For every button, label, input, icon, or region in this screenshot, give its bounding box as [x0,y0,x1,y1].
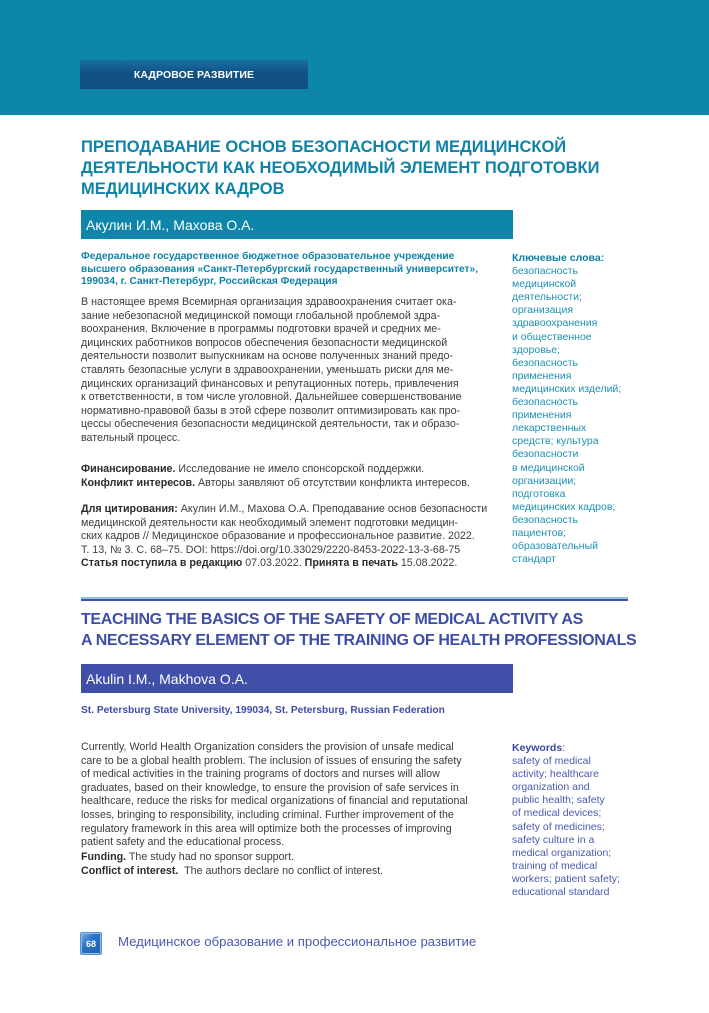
ru-keyword-line: безопасность [512,356,578,369]
ru-abstract-line: дицинских организаций финансовых и репутационных потерь, привлечения [81,377,459,390]
section-label: КАДРОВОЕ РАЗВИТИЕ [80,60,308,89]
en-abstract-line: Currently, World Health Organization considers the provision of unsafe medical [81,741,454,753]
en-keyword-line: medical organization; [512,846,612,859]
ru-keyword-line: здравоохранения [512,317,598,330]
ru-abstract-line: деятельности позволит выпускникам на основе полученных знаний предо- [81,350,453,363]
ru-conflict-text: Авторы заявляют об отсутствии конфликта интересов. [195,476,470,489]
ru-keyword-line: медицинских кадров; [512,500,616,513]
en-abstract-line: graduates, based on their knowledge, to ensure the provision of safe services in [81,781,459,794]
ru-citation-line [81,503,492,517]
ru-abstract-line: зание небезопасной медицинской помощи глобальной проблемой здра- [81,309,441,322]
ru-dates [81,557,492,571]
ru-abstract-line: цессы обеспечения безопасности медицинской деятельности, так и образо- [81,418,460,431]
en-title-line: TEACHING THE BASICS OF THE SAFETY OF MEDICAL ACTIVITY AS [81,611,583,628]
en-keywords-colon: : [562,742,566,754]
ru-keyword-line: и общественное [512,330,592,343]
ru-article-title [81,137,601,200]
en-abstract-line: healthcare, reduce the risks for medical organizations of financial and reputational [81,795,468,808]
ru-received-date: 07.03.2022. [242,557,305,570]
en-keywords-title: Keywords [512,742,563,754]
ru-keyword-line: пациентов; [512,526,567,539]
ru-keywords-list [512,265,632,566]
en-keyword-line: educational standard [512,886,610,899]
en-keyword-line: organization and [512,781,590,794]
ru-authors: Акулин И.М., Махова О.А. [81,210,513,239]
ru-affiliation-line: 199034, г. Санкт-Петербург, Российская Федерация [81,276,338,287]
en-funding-label: Funding. [81,851,127,863]
ru-keyword-line: применения [512,369,572,382]
ru-title-line: ПРЕПОДАВАНИЕ ОСНОВ БЕЗОПАСНОСТИ МЕДИЦИНСКОЙ [81,138,567,156]
en-keyword-line: of medical devices; [512,807,602,820]
en-abstract [81,741,492,850]
ru-abstract [81,296,492,446]
header-band [0,0,709,115]
en-keyword-line: public health; safety [512,794,605,807]
ru-abstract-line: нормативно-правовой базы в этой сфере позволит оптимизировать как про- [81,404,461,417]
en-abstract-line: of medical activities in the training programs of doctors and nurses will allow [81,768,440,781]
ru-funding-block [81,463,492,490]
ru-keyword-line: подготовка [512,487,566,500]
ru-keyword-line: лекарственных [512,422,587,435]
en-abstract-line: losses, bringing to responsibility, including criminal. Further improvement of the [81,808,454,821]
ru-keywords [512,252,632,566]
section-divider [81,597,628,601]
ru-keyword-line: применения [512,409,572,422]
en-abstract-line: care to be a global health problem. The inclusion of issues of ensuring the safety [81,754,462,767]
ru-citation-label: Для цитирования: [81,503,178,515]
ru-keyword-line: организации; [512,474,577,487]
ru-title-line: МЕДИЦИНСКИХ КАДРОВ [81,180,285,198]
ru-citation-doi[interactable]: Т. 13, № 3. С. 68–75. DOI: https://doi.org/10.33029/2220-8453-2022-13-3-68-75 [81,543,461,556]
en-abstract-line: regulatory framework in this area will optimize both the processes of improving [81,822,452,835]
en-conflict [81,865,492,879]
ru-funding-text: Исследование не имело спонсорской поддержки. [175,463,425,475]
ru-keyword-line: здоровье; [512,343,561,356]
en-keyword-line: activity; healthcare [512,768,599,781]
ru-title-line: ДЕЯТЕЛЬНОСТИ КАК НЕОБХОДИМЫЙ ЭЛЕМЕНТ ПОДГОТОВКИ [81,159,600,177]
ru-keyword-line: стандарт [512,553,556,566]
ru-abstract-line: В настоящее время Всемирная организация здравоохранения считает ока- [81,296,457,308]
ru-funding [81,463,492,477]
ru-keyword-line: безопасность [512,396,578,409]
ru-keywords-title: Ключевые слова: [512,252,605,264]
ru-keyword-line: медицинской [512,278,577,291]
en-keyword-line: workers; patient safety; [512,872,620,885]
ru-received-label: Статья поступила в редакцию [81,557,243,570]
en-funding-block [81,851,492,878]
ru-keyword-line: медицинских изделий; [512,382,622,395]
ru-keyword-line: организация [512,304,574,317]
ru-citation-text: Акулин И.М., Махова О.А. Преподавание основ безопасности [177,503,488,515]
ru-accepted-date: 15.08.2022. [397,557,458,570]
ru-keyword-line: деятельности; [512,291,582,304]
en-article-title [81,609,701,651]
ru-abstract-line: к ответственности, в том числе уголовной. Дальнейшее совершенствование [81,391,462,404]
ru-affiliation-line: высшего образования «Санкт-Петербургский государственный университет», [81,263,479,275]
ru-affiliation-line: Федеральное государственное бюджетное образовательное учреждение [81,251,455,262]
en-keyword-line: training of medical [512,859,598,872]
ru-accepted-label: Принята в печать [304,557,398,570]
en-keywords-list [512,755,632,899]
en-keywords [512,742,632,899]
en-title-line: A NECESSARY ELEMENT OF THE TRAINING OF HEALTH PROFESSIONALS [81,632,637,649]
en-keyword-line: safety of medical [512,755,591,768]
ru-abstract-line: дицинских работников вопросов обеспечения безопасности медицинской [81,336,448,349]
ru-conflict-label: Конфликт интересов. [81,476,196,489]
en-abstract-line: patient safety and the educational process. [81,836,285,849]
en-keyword-line: safety of medicines; [512,820,605,833]
ru-affiliation [81,251,511,289]
ru-funding-label: Финансирование. [81,463,176,475]
page-number-badge: 68 [80,932,102,955]
divider-bottom-line [81,599,628,601]
ru-citation-block [81,503,492,571]
ru-keyword-line: образовательный [512,540,599,553]
ru-citation-line: ских кадров // Медицинское образование и профессиональное развитие. 2022. [81,530,475,543]
en-funding [81,851,492,865]
ru-conflict [81,477,492,491]
ru-keyword-line: безопасности [512,448,579,461]
en-conflict-text: The authors declare no conflict of interest. [178,864,384,877]
en-funding-text: The study had no sponsor support. [126,851,295,863]
en-authors: Akulin I.M., Makhova O.A. [81,664,513,693]
en-keywords-heading [512,742,632,755]
ru-keyword-line: в медицинской [512,461,585,474]
en-affiliation: St. Petersburg State University, 199034, St. Petersburg, Russian Federation [81,705,445,716]
en-keyword-line: safety culture in a [512,833,595,846]
ru-abstract-line: вательный процесс. [81,431,181,444]
ru-abstract-line: воохранения. Включение в программы подготовки врачей и средних ме- [81,323,441,336]
ru-abstract-line: ставлять безопасные услуги в здравоохранении, уменьшать риски для ме- [81,363,454,376]
journal-name: Медицинское образование и профессиональное развитие [118,934,477,949]
ru-keyword-line: безопасность [512,265,578,278]
ru-keyword-line: средств; культура [512,435,599,448]
en-conflict-label: Conflict of interest. [81,864,179,877]
ru-citation-line: медицинской деятельности как необходимый элемент подготовки медицин- [81,516,458,529]
ru-keyword-line: безопасность [512,513,578,526]
